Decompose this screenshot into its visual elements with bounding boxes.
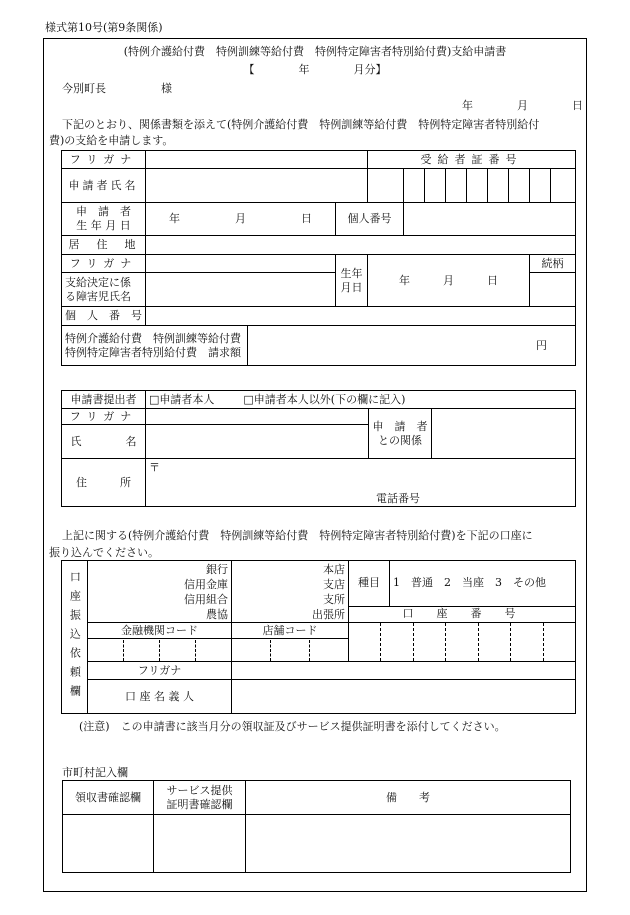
child-dob-field[interactable]: 年 月 日 [368, 255, 530, 307]
residence-label: 居 住 地 [62, 236, 146, 255]
account-digit[interactable] [381, 623, 413, 661]
submitter-furigana-field[interactable] [146, 409, 369, 425]
inst-digit[interactable] [88, 640, 124, 661]
bank-type-nokyo: 農協 [206, 607, 228, 621]
account-digit[interactable] [446, 623, 478, 661]
receipt-check-field[interactable] [63, 815, 154, 873]
bank-type-list[interactable] [88, 561, 232, 623]
inst-code-label: 金融機関コード [88, 623, 232, 639]
claim-label-2: 特例特定障害者特別給付費 請求額 [65, 345, 241, 359]
claim-amount-field[interactable] [248, 326, 576, 366]
inst-digit[interactable] [160, 640, 196, 661]
applicant-furigana-label: フリガナ [62, 151, 146, 169]
relation-field[interactable] [530, 273, 576, 307]
recipient-cert-label: 受給者証番号 [368, 151, 576, 169]
intro-line-1: 下記のとおり、関係書類を添えて(特例介護給付費 特例訓練等給付費 特例特定障害者特別給付 [62, 118, 540, 131]
remarks-field[interactable] [246, 815, 571, 873]
branch-type-list[interactable] [232, 561, 349, 623]
bank-type-bank: 銀行 [206, 562, 228, 576]
child-furigana-label: フリガナ [62, 255, 146, 273]
birth-label-1: 申 請 者 [76, 205, 131, 219]
service-label-2: 証明書確認欄 [166, 797, 233, 811]
applicant-birth-label [62, 203, 146, 236]
branch-type-shiten: 支店 [323, 577, 345, 591]
bank-type-kumiai: 信用組合 [184, 592, 228, 606]
date-line: 年 月 日 [462, 99, 583, 112]
child-label-2: る障害児氏名 [65, 289, 131, 303]
branch-type-shucchojo: 出張所 [312, 607, 345, 621]
period-line: 【 年 月分】 [243, 63, 387, 76]
branch-code-label: 店舗コード [232, 623, 349, 639]
form-number: 様式第10号(第9条関係) [45, 21, 163, 34]
rel-label-1: 申 請 者 [372, 419, 428, 433]
branch-code-field[interactable] [232, 639, 349, 662]
submitter-table [61, 390, 576, 507]
personal-no-field[interactable] [404, 203, 576, 236]
form-title: (特例介護給付費 特例訓練等給付費 特例特定障害者特別給付費)支給申請書 [123, 45, 507, 58]
receipt-check-label: 領収書確認欄 [63, 781, 154, 815]
dob-label-2: 月日 [340, 280, 363, 294]
submitter-address-field[interactable] [146, 459, 576, 507]
yen-unit: 円 [536, 338, 548, 352]
service-check-label [154, 781, 246, 815]
relation-label: 続柄 [530, 255, 576, 273]
birth-label-2: 生 年 月 日 [76, 219, 131, 232]
claim-label [62, 326, 248, 366]
cert-digit[interactable] [509, 169, 530, 203]
note: (注意) この申請書に該当月分の領収証及びサービス提供証明書を添付してください。 [79, 720, 506, 733]
account-digit-row [349, 623, 575, 661]
municipal-title: 市町村記入欄 [62, 766, 128, 779]
branch-digit[interactable] [310, 640, 348, 661]
service-check-field[interactable] [154, 815, 246, 873]
account-digit[interactable] [544, 623, 575, 661]
cert-digit[interactable] [467, 169, 488, 203]
account-digit[interactable] [414, 623, 446, 661]
bank-table [61, 560, 576, 714]
branch-type-shisho: 支所 [323, 592, 345, 606]
postal-mark: 〒 [149, 461, 160, 474]
rel-label-2: との関係 [378, 433, 422, 447]
claim-label-1: 特例介護給付費 特例訓練等給付費 [65, 331, 241, 345]
submitter-label: 申請書提出者 [62, 391, 146, 409]
child-dob-label [336, 255, 368, 307]
transfer-line-1: 上記に関する(特例介護給付費 特例訓練等給付費 特例特定障害者特別給付費)を下記の口座に [62, 529, 533, 542]
child-label-1: 支給決定に係 [65, 275, 131, 289]
account-kind-inner [349, 561, 575, 622]
remarks-label: 備 考 [246, 781, 571, 815]
child-name-label [62, 273, 146, 307]
cert-digit[interactable] [530, 169, 551, 203]
option-self[interactable]: □申請者本人 [149, 392, 215, 406]
addressee: 今別町長 様 [62, 82, 172, 95]
bank-side-label: 口座振込依頼欄 [62, 561, 88, 714]
branch-digit[interactable] [271, 640, 310, 661]
account-kind-cell [349, 561, 576, 623]
branch-code-digits [232, 640, 348, 661]
submitter-options[interactable] [146, 391, 576, 409]
phone-label: 電話番号 [376, 492, 420, 505]
holder-label: 口 座 名 義 人 [88, 680, 232, 714]
inst-digit[interactable] [196, 640, 231, 661]
branch-digit[interactable] [232, 640, 271, 661]
service-label-1: サービス提供 [166, 783, 233, 797]
kind-options[interactable]: 1 普通 2 当座 3 その他 [393, 576, 546, 590]
account-no-field[interactable] [349, 623, 576, 662]
holder-field[interactable] [232, 680, 576, 714]
personal-no-label: 個人番号 [336, 203, 404, 236]
account-digit[interactable] [349, 623, 381, 661]
submitter-relation-field[interactable] [432, 409, 576, 459]
cert-digit[interactable] [425, 169, 446, 203]
submitter-name-field[interactable] [146, 425, 369, 459]
holder-furigana-field[interactable] [232, 662, 576, 680]
applicant-furigana-field[interactable] [146, 151, 368, 169]
personal-no2-field[interactable] [146, 307, 576, 326]
residence-field[interactable] [146, 236, 576, 255]
option-other[interactable]: □申請者本人以外(下の欄に記入) [243, 392, 406, 406]
transfer-line-2: 振り込んでください。 [49, 546, 159, 559]
inst-code-digits [88, 640, 231, 661]
submitter-furigana-label: フリガナ [62, 409, 146, 425]
applicant-name-field[interactable] [146, 169, 368, 203]
inst-digit[interactable] [124, 640, 160, 661]
personal-no2-label: 個 人 番 号 [62, 307, 146, 326]
bank-type-shinkin: 信用金庫 [184, 577, 228, 591]
applicant-name-label: 申請者氏名 [62, 169, 146, 203]
child-furigana-field[interactable] [146, 255, 336, 273]
municipal-table [62, 780, 571, 873]
applicant-table [61, 150, 576, 366]
inst-code-field[interactable] [88, 639, 232, 662]
cert-digit[interactable] [488, 169, 509, 203]
dob-label-1: 生年 [340, 266, 363, 280]
cert-digit[interactable] [551, 169, 576, 203]
intro-line-2: 費)の支給を申請します。 [49, 134, 174, 147]
holder-furigana-label: フリガナ [88, 662, 232, 680]
submitter-name-label: 氏 名 [62, 425, 146, 459]
applicant-birth-field[interactable]: 年 月 日 [146, 203, 336, 236]
account-no-label: 口 座 番 号 [349, 606, 575, 622]
cert-digit[interactable] [368, 169, 404, 203]
submitter-relation-label [369, 409, 432, 459]
kind-label: 種目 [349, 561, 390, 606]
account-digit[interactable] [511, 623, 543, 661]
account-digit[interactable] [479, 623, 511, 661]
submitter-address-label: 住 所 [62, 459, 146, 507]
child-name-field[interactable] [146, 273, 336, 307]
cert-digit[interactable] [446, 169, 467, 203]
cert-digit[interactable] [404, 169, 425, 203]
branch-type-honten: 本店 [323, 562, 345, 576]
